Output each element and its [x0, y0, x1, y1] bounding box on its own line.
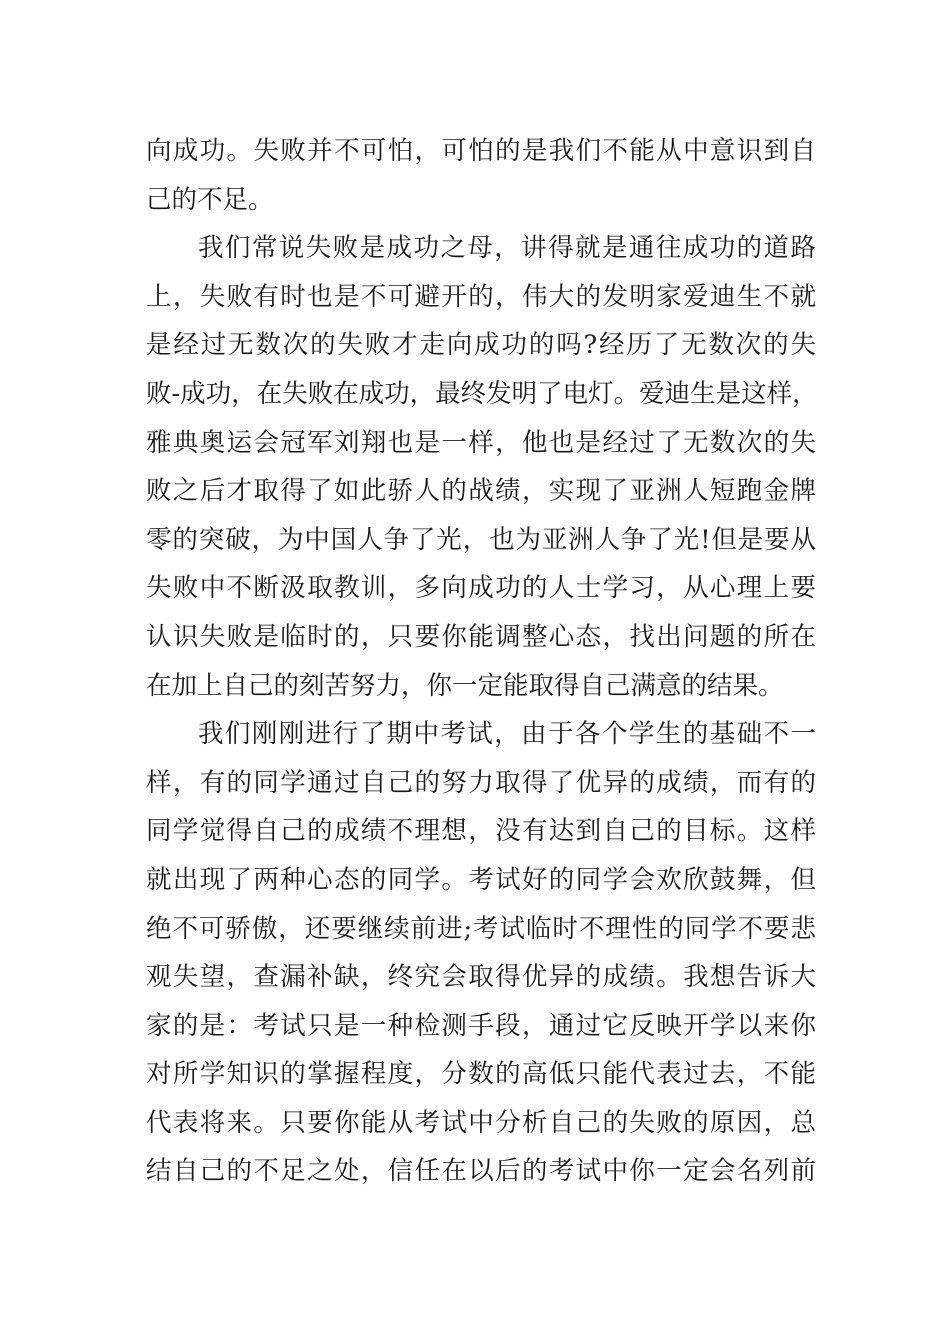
text-line: 对所学知识的掌握程度，分数的高低只能代表过去，不能 — [146, 1059, 816, 1090]
text-line: 观失望，查漏补缺，终究会取得优异的成绩。我想告诉大 — [146, 962, 816, 993]
text-line: 在加上自己的刻苦努力，你一定能取得自己满意的结果。 — [146, 670, 784, 701]
paragraph-2 — [146, 224, 816, 710]
text-line: 代表将来。只要你能从考试中分析自己的失败的原因，总 — [146, 1107, 816, 1138]
text-line: 我们常说失败是成功之母，讲得就是通往成功的道路 — [198, 233, 816, 264]
text-line: 我们刚刚进行了期中考试，由于各个学生的基础不一 — [198, 719, 816, 750]
text-line: 同学觉得自己的成绩不理想，没有达到自己的目标。这样 — [146, 816, 816, 847]
text-line: 是经过无数次的失败才走向成功的吗?经历了无数次的失 — [146, 330, 816, 361]
text-line: 家的是：考试只是一种检测手段，通过它反映开学以来你 — [146, 1010, 816, 1041]
text-line: 雅典奥运会冠军刘翔也是一样，他也是经过了无数次的失 — [146, 427, 816, 458]
text-line: 败-成功，在失败在成功，最终发明了电灯。爱迪生是这样， — [146, 378, 818, 409]
text-line: 上，失败有时也是不可避开的，伟大的发明家爱迪生不就 — [146, 281, 816, 312]
text-line: 失败中不断汲取教训，多向成功的人士学习，从心理上要 — [146, 573, 816, 604]
paragraph-1 — [146, 127, 816, 224]
text-line: 己的不足。 — [146, 184, 274, 215]
paragraph-3 — [146, 710, 816, 1196]
text-line: 结自己的不足之处，信任在以后的考试中你一定会名列前 — [146, 1156, 816, 1187]
document-body — [146, 127, 816, 1196]
text-line: 认识失败是临时的，只要你能调整心态，找出问题的所在 — [146, 621, 816, 652]
text-line: 样，有的同学通过自己的努力取得了优异的成绩，而有的 — [146, 767, 816, 798]
text-line: 零的突破，为中国人争了光，也为亚洲人争了光!但是要从 — [146, 524, 816, 555]
text-line: 败之后才取得了如此骄人的战绩，实现了亚洲人短跑金牌 — [146, 476, 816, 507]
text-line: 就出现了两种心态的同学。考试好的同学会欢欣鼓舞，但 — [146, 864, 816, 895]
text-line: 向成功。失败并不可怕，可怕的是我们不能从中意识到自 — [146, 136, 816, 166]
text-line: 绝不可骄傲，还要继续前进;考试临时不理性的同学不要悲 — [146, 913, 816, 944]
